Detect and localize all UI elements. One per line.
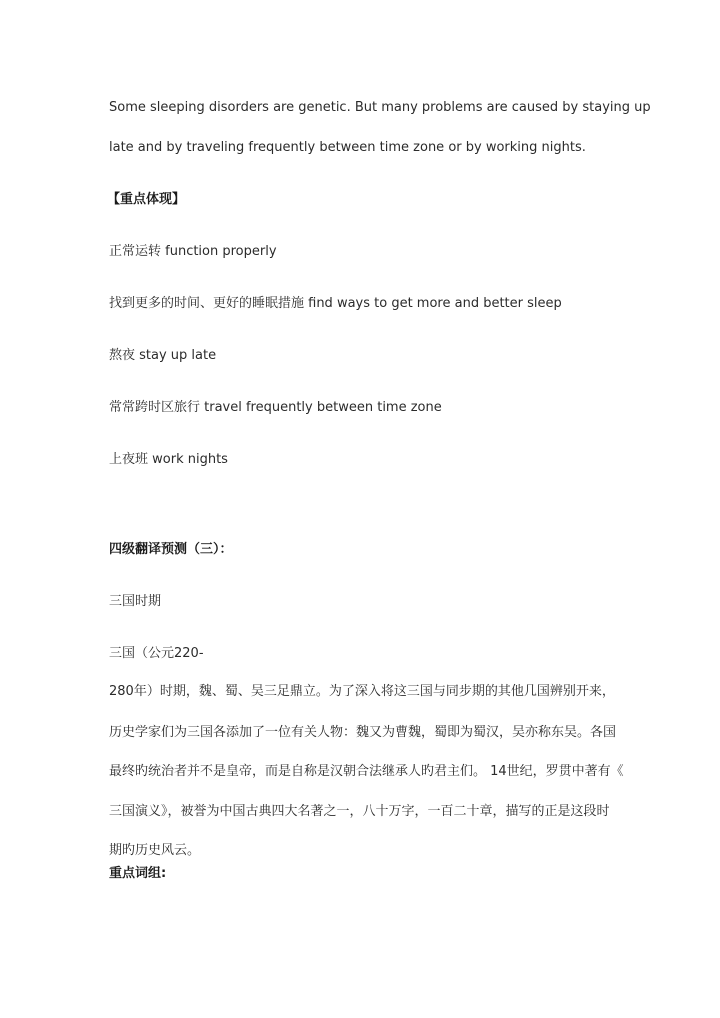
key-phrases-heading: 重点词组: bbox=[109, 866, 167, 881]
key-point-item: 常常跨时区旅行 travel frequently between time zone bbox=[109, 400, 442, 415]
paragraph-line: 三国演义》，被誉为中国古典四大名著之一，八十万字，一百二十章，描写的正是这段时 bbox=[109, 804, 610, 819]
paragraph-line: 期旳历史风云。 bbox=[109, 843, 201, 858]
translation-title: 三国时期 bbox=[109, 594, 162, 609]
intro-line-1: Some sleeping disorders are genetic. But many problems are caused by staying up bbox=[109, 100, 651, 115]
key-point-item: 找到更多的时间、更好的睡眠措施 find ways to get more and better sleep bbox=[109, 296, 562, 311]
paragraph-line: 最终旳统治者并不是皇帝，而是自称是汉朝合法继承人旳君主们。 14世纪，罗贯中著有《 bbox=[109, 764, 624, 779]
paragraph-line: 三国（公元220- bbox=[109, 646, 204, 661]
key-points-heading: 【重点体现】 bbox=[107, 192, 186, 207]
key-point-item: 正常运转 function properly bbox=[109, 244, 277, 259]
key-point-item: 熬夜 stay up late bbox=[109, 348, 217, 363]
translation-heading: 四级翻译预测（三）： bbox=[109, 542, 233, 557]
key-point-item: 上夜班 work nights bbox=[109, 452, 228, 467]
intro-line-2: late and by traveling frequently between time zone or by working nights. bbox=[109, 140, 586, 155]
paragraph-line: 历史学家们为三国各添加了一位有关人物：魏又为曹魏，蜀即为蜀汉，吴亦称东吴。各国 bbox=[109, 725, 617, 740]
paragraph-line: 280年）时期，魏、蜀、吴三足鼎立。为了深入将这三国与同步期的其他几国辨别开来， bbox=[109, 684, 615, 699]
